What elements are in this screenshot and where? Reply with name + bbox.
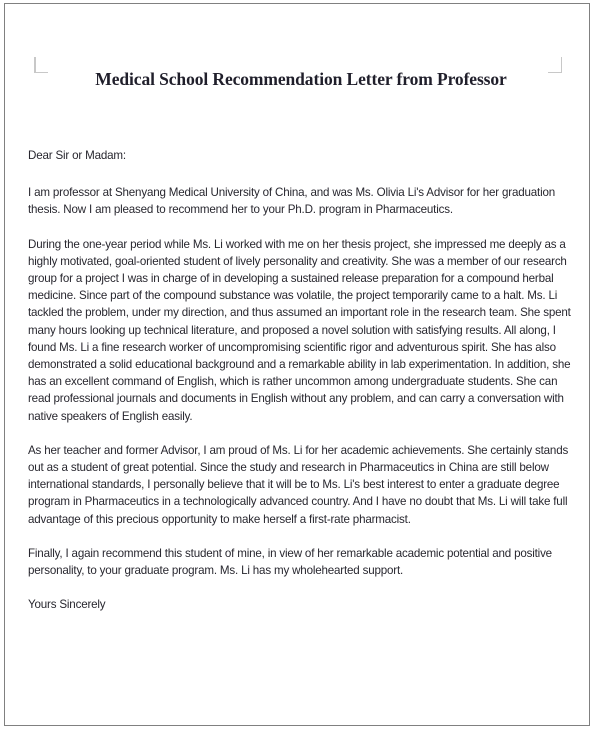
letter-closing: Yours Sincerely <box>28 598 106 612</box>
document-page <box>4 3 590 726</box>
letter-paragraph-4: Finally, I again recommend this student of mine, in view of her remarkable academic potential and positive personality, to your graduate program. Ms. Li has my wholehearted support. <box>28 546 552 578</box>
letter-salutation: Dear Sir or Madam: <box>28 149 126 162</box>
letter-paragraph-1: I am professor at Shenyang Medical University of China, and was Ms. Olivia Li's Advisor for her graduation thesis. Now I am pleased to recommend her to your Ph.D. program in Pharmaceutics. <box>28 186 556 217</box>
document-title: Medical School Recommendation Letter from Professor <box>95 69 507 89</box>
letter-paragraph-3: As her teacher and former Advisor, I am proud of Ms. Li for her academic achievements. She certainly stands out as a student of great potential. Since the study and research in Pharmaceutics in China are still below international standards, I personally believe that it will be to Ms. Li's best interest to enter a graduate degree program in Pharmaceutics in a technologically advanced country. And I have no doubt that Ms. Li will take full advantage of this precious opportunity to make herself a first-rate pharmacist. <box>28 443 569 526</box>
letter-paragraph-2: During the one-year period while Ms. Li worked with me on her thesis project, she impressed me deeply as a highly motivated, goal-oriented student of lively personality and creativity. She was a member of our research group for a project I was in charge of in developing a sustained release preparation for a compound herbal medicine. Since part of the compound substance was volatile, the project temporarily came to a halt. Ms. Li tackled the problem, under my direction, and thus assumed an important role in the research team. She spent many hours looking up technical literature, and proposed a novel solution with satisfying results. All along, I found Ms. Li a fine research worker of uncompromising scientific rigor and adventurous spirit. She has also demonstrated a solid educational background and a remarkable ability in lab experimentation. In addition, she has an excellent command of English, which is rather uncommon among undergraduate students. She can read professional journals and documents in English without any problem, and can carry a conversation with native speakers of English easily. <box>28 237 571 423</box>
letter-body <box>28 147 580 613</box>
